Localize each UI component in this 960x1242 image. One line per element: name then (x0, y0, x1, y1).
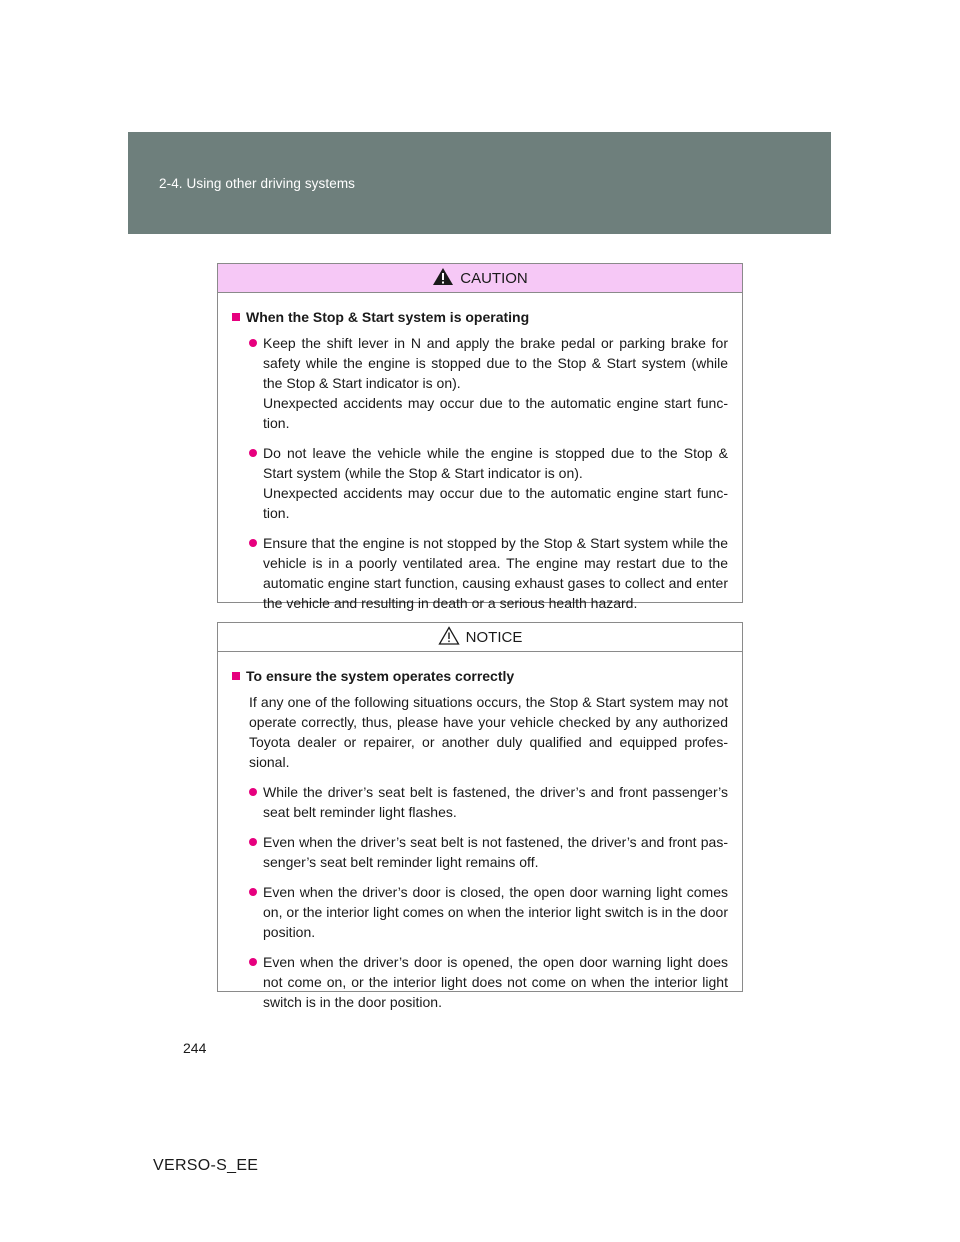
warning-triangle-icon (432, 267, 454, 286)
bullet-dot-icon (249, 838, 257, 846)
bullet-dot-icon (249, 888, 257, 896)
notice-item: Even when the driver’s door is opened, the open door warning light does not come on, or the interior light does not come on when the interior light switch is in the door position. (232, 952, 728, 1012)
bullet-dot-icon (249, 449, 257, 457)
notice-title: NOTICE (465, 628, 523, 646)
page-number: 244 (183, 1040, 207, 1056)
notice-intro: If any one of the following situations occurs, the Stop & Start system may not operate correctly, thus, please have your vehicle checked by any authorized Toyota dealer or repairer, or another duly qualified and equipped profes- sional. (249, 694, 728, 770)
notice-section-heading: To ensure the system operates correctly (232, 666, 728, 686)
bullet-dot-icon (249, 958, 257, 966)
caution-item: Keep the shift lever in N and apply the brake pedal or parking brake for safety while the engine is stopped due to the Stop & Start system (while the Stop & Start indicator is on). Unexpected accidents may occur due to the automatic engine start func- tion. (232, 333, 728, 433)
caution-item: Ensure that the engine is not stopped by the Stop & Start system while the vehicle is in a poorly ventilated area. The engine may restart due to the automatic engine start function, causing exhaust gases to collect and enter the vehicle and resulting in death or a serious health hazard. (232, 533, 728, 613)
caution-header (218, 264, 742, 293)
notice-item: Even when the driver’s door is closed, the open door warning light comes on, or the interior light comes on when the interior light switch is in the door position. (232, 882, 728, 942)
footer-code: VERSO-S_EE (153, 1157, 259, 1174)
warning-triangle-outline-icon (438, 626, 460, 645)
caution-box (217, 263, 743, 611)
notice-box (217, 622, 743, 1010)
square-bullet-icon (232, 672, 240, 680)
section-title: 2-4. Using other driving systems (159, 176, 356, 191)
notice-item: Even when the driver’s seat belt is not fastened, the driver’s and front pas- senger’s seat belt reminder light remains off. (232, 832, 728, 872)
notice-item: While the driver’s seat belt is fastened, the driver’s and front passenger’s seat belt reminder light flashes. (232, 782, 728, 822)
bullet-dot-icon (249, 539, 257, 547)
caution-item: Do not leave the vehicle while the engine is stopped due to the Stop & Start system (while the Stop & Start indicator is on). Unexpected accidents may occur due to the automatic engine start func- tion. (232, 443, 728, 523)
header-band (128, 132, 831, 234)
bullet-dot-icon (249, 339, 257, 347)
notice-header (218, 623, 742, 652)
caution-section-heading: When the Stop & Start system is operating (232, 307, 728, 327)
bullet-dot-icon (249, 788, 257, 796)
square-bullet-icon (232, 313, 240, 321)
caution-title: CAUTION (460, 269, 528, 287)
